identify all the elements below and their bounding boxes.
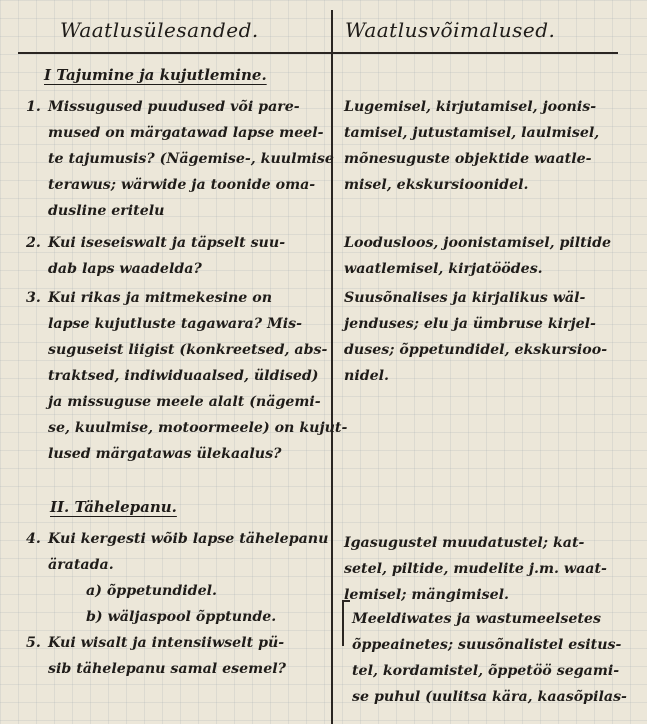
question-5-line-1: Kui wisalt ja intensiiwselt pü- bbox=[48, 635, 285, 651]
answer-5-line-1: Meeldiwates ja wastumeelsetes bbox=[352, 611, 601, 627]
answer-3-line-3: duses; õppetundidel, ekskursioo- bbox=[344, 342, 608, 358]
question-3-line-2: lapse kujutluste tagawara? Mis- bbox=[48, 316, 302, 332]
answer-3-line-1: Suusõnalises ja kirjalikus wäl- bbox=[344, 290, 586, 306]
answer-1-line-3: mõnesuguste objektide waatle- bbox=[344, 151, 592, 167]
question-5 bbox=[26, 630, 286, 682]
answer-2-line-1: Loodusloos, joonistamisel, piltide bbox=[344, 235, 612, 251]
question-3 bbox=[26, 285, 347, 467]
question-2-line-2: dab laps waadelda? bbox=[48, 261, 202, 277]
section-title-2-text: II. Tähelepanu. bbox=[50, 498, 177, 516]
section-title-2 bbox=[50, 494, 177, 521]
question-1-line-1: Missugused puudused või pare- bbox=[48, 99, 300, 115]
answer-5-line-2: õppeainetes; suusõnalistel esitus- bbox=[352, 637, 622, 653]
question-4-sub-a: a) õppetundidel. bbox=[86, 583, 217, 599]
answer-3 bbox=[344, 285, 607, 389]
answer-4-line-3: lemisel; mängimisel. bbox=[344, 587, 509, 603]
section-title-1 bbox=[44, 62, 267, 89]
question-3-line-1: Kui rikas ja mitmekesine on bbox=[48, 290, 273, 306]
question-5-number: 5. bbox=[26, 635, 41, 651]
question-2 bbox=[26, 230, 285, 282]
answer-1 bbox=[344, 94, 599, 198]
header-left: Waatlusülesanded. bbox=[60, 18, 259, 42]
answer-1-line-4: misel, ekskursioonidel. bbox=[344, 177, 529, 193]
question-1 bbox=[26, 94, 334, 224]
question-1-line-3: te tajumusis? (Nägemise-, kuulmise bbox=[48, 151, 334, 167]
answer-2 bbox=[344, 230, 611, 282]
answer-5 bbox=[352, 606, 627, 710]
header-right: Waatlusvõimalused. bbox=[345, 18, 556, 42]
question-3-line-4: traktsed, indiwiduaalsed, üldised) bbox=[48, 368, 319, 384]
answer-1-line-2: tamisel, jutustamisel, laulmisel, bbox=[344, 125, 600, 141]
question-3-line-5: ja missuguse meele alalt (nägemi- bbox=[48, 394, 321, 410]
question-3-line-3: suguseist liigist (konkreetsed, abs- bbox=[48, 342, 328, 358]
question-4-number: 4. bbox=[26, 531, 41, 547]
question-3-line-7: lused märgatawas ülekaalus? bbox=[48, 446, 282, 462]
question-2-line-1: Kui iseseiswalt ja täpselt suu- bbox=[48, 235, 286, 251]
question-1-line-2: mused on märgatawad lapse meel- bbox=[48, 125, 324, 141]
question-3-number: 3. bbox=[26, 290, 41, 306]
answer-5-line-4: se puhul (uulitsa kära, kaasõpilas- bbox=[352, 689, 627, 705]
question-4-sub-b: b) wäljaspool õpptunde. bbox=[86, 609, 277, 625]
answer-1-line-1: Lugemisel, kirjutamisel, joonis- bbox=[344, 99, 597, 115]
answer-3-line-2: jenduses; elu ja ümbruse kirjel- bbox=[344, 316, 596, 332]
question-3-line-6: se, kuulmise, motoormeele) on kujut- bbox=[48, 420, 348, 436]
question-4-line-2: äratada. bbox=[48, 557, 114, 573]
question-5-line-2: sib tähelepanu samal esemel? bbox=[48, 661, 286, 677]
section-title-1-text: I Tajumine ja kujutlemine. bbox=[44, 66, 267, 84]
question-1-line-4: terawus; wärwide ja toonide oma- bbox=[48, 177, 316, 193]
question-1-line-5: dusline eritelu bbox=[48, 203, 165, 219]
answer-2-line-2: waatlemisel, kirjatöödes. bbox=[344, 261, 543, 277]
answer-4 bbox=[344, 530, 607, 608]
answer-4-line-1: Igasugustel muudatustel; kat- bbox=[344, 535, 585, 551]
answer-5-bracket bbox=[342, 600, 350, 646]
question-2-number: 2. bbox=[26, 235, 41, 251]
answer-3-line-4: nidel. bbox=[344, 368, 389, 384]
answer-5-line-3: tel, kordamistel, õppetöö segami- bbox=[352, 663, 620, 679]
question-1-number: 1. bbox=[26, 99, 41, 115]
header-underline bbox=[18, 52, 618, 54]
question-4 bbox=[26, 526, 328, 630]
answer-4-line-2: setel, piltide, mudelite j.m. waat- bbox=[344, 561, 607, 577]
question-4-line-1: Kui kergesti wõib lapse tähelepanu bbox=[48, 531, 329, 547]
